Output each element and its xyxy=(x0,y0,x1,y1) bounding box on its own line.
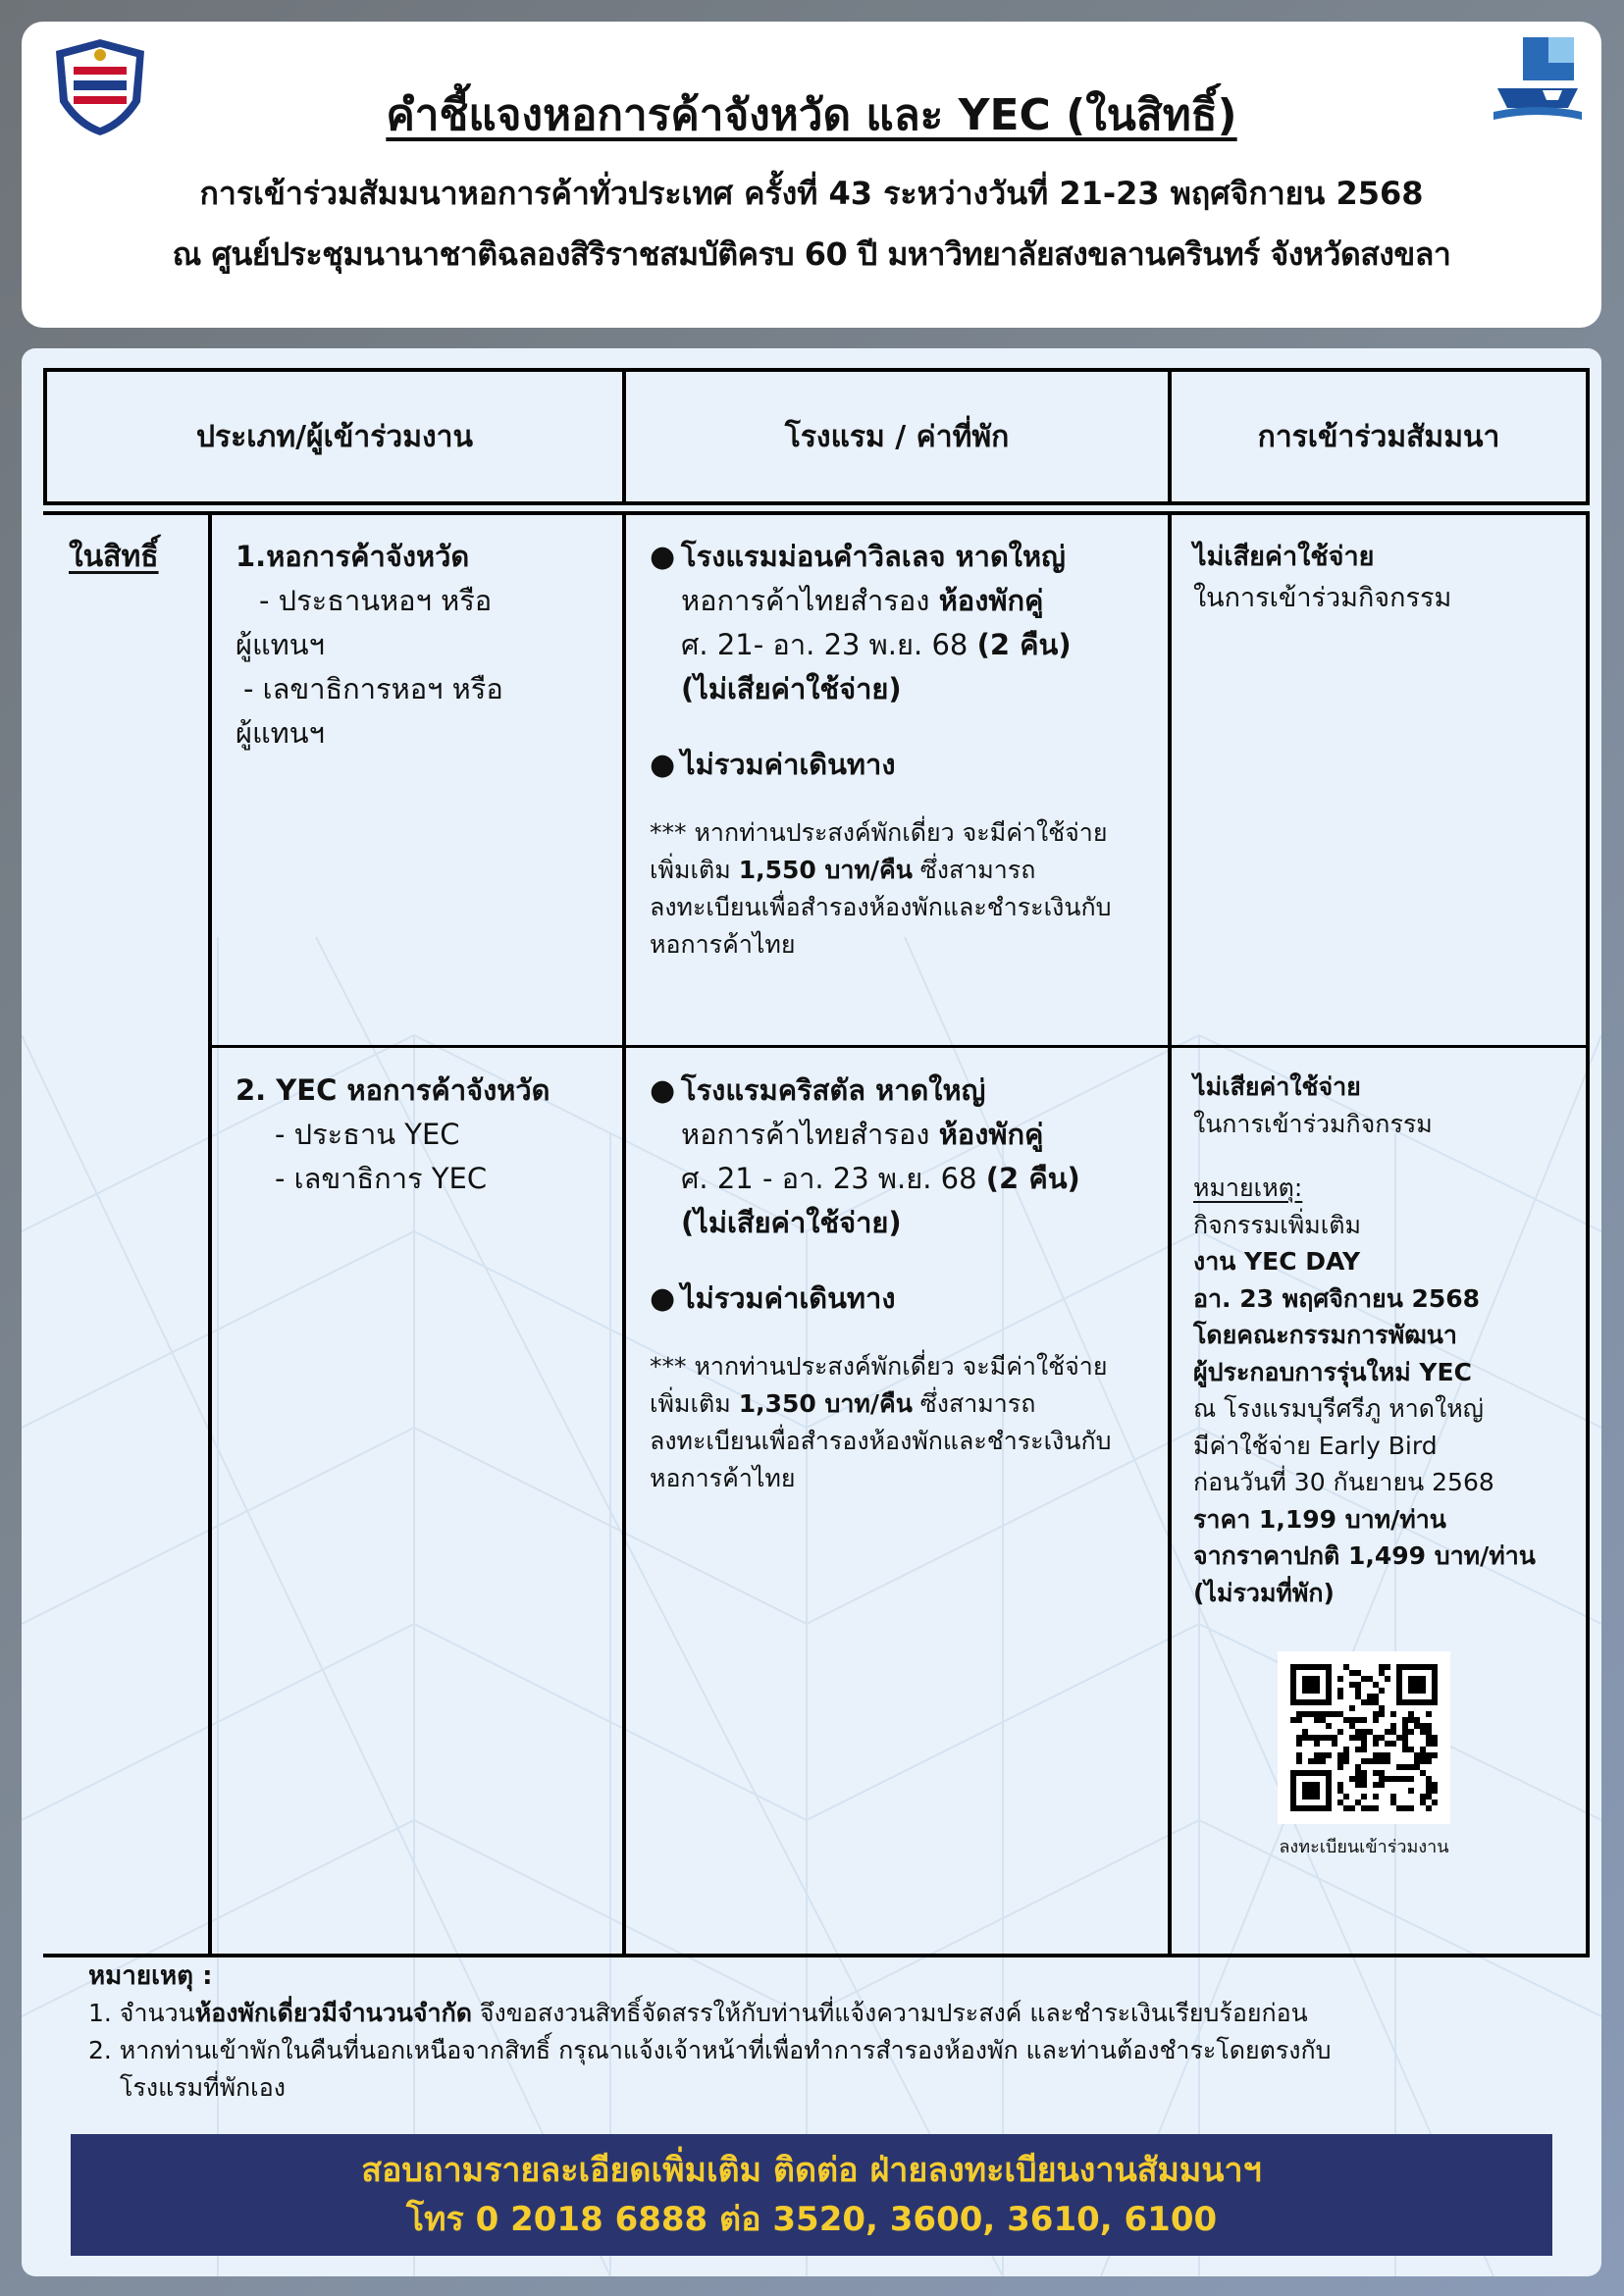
row2-type xyxy=(236,1069,608,1201)
row1-seminar-free: ไม่เสียค่าใช้จ่าย xyxy=(1193,542,1375,572)
row1-type xyxy=(236,535,608,756)
row1-seminar-text: ในการเข้าร่วมกิจกรรม xyxy=(1193,583,1452,613)
bullet-icon: ● xyxy=(650,748,676,782)
row2-no-travel: ไม่รวมค่าเดินทาง xyxy=(681,1281,896,1315)
row2-single-room-note: *** หากท่านประสงค์พักเดี่ยว จะมีค่าใช้จ่าย เพิ่มเติม 1,350 บาท/คืน ซึ่งสามารถ ลงทะเบียนเพื่อสำรองห้องพักและชำระเงินกับ หอการค้าไทย xyxy=(650,1352,1112,1492)
row2-remark-line: งาน YEC DAY xyxy=(1193,1247,1361,1276)
bullet-icon: ● xyxy=(650,540,676,574)
registration-qr-code[interactable] xyxy=(1278,1651,1450,1824)
row1-nights: (2 คืน) xyxy=(976,628,1072,661)
document-subtitle-venue: ณ ศูนย์ประชุมนานาชาติฉลองสิริราชสมบัติครบ 60 ปี มหาวิทยาลัยสงขลานครินทร์ จังหวัดสงขลา xyxy=(172,235,1451,273)
row1-type-line: ผู้แทนฯ xyxy=(236,716,325,750)
document-subtitle-event: การเข้าร่วมสัมมนาหอการค้าทั่วประเทศ ครั้งที่ 43 ระหว่างวันที่ 21-23 พฤศจิกายน 2568 xyxy=(199,175,1424,212)
row2-remark-line: ณ โรงแรมบุรีศรีภู หาดใหญ่ xyxy=(1193,1394,1484,1423)
row2-remark-line: อา. 23 พฤศจิกายน 2568 xyxy=(1193,1283,1481,1313)
row1-hotel xyxy=(650,535,1160,964)
row2-remark-line: จากราคาปกติ 1,499 บาท/ท่าน xyxy=(1193,1541,1536,1570)
row1-no-travel: ไม่รวมค่าเดินทาง xyxy=(681,748,896,781)
row2-remark-line: ก่อนวันที่ 30 กันยายน 2568 xyxy=(1193,1468,1494,1496)
row2-room-type: ห้องพักคู่ xyxy=(938,1118,1044,1151)
entitlement-table xyxy=(43,368,1590,1957)
row2-seminar-text: ในการเข้าร่วมกิจกรรม xyxy=(1193,1109,1433,1138)
row2-remark-line: โดยคณะกรรมการพัฒนา xyxy=(1193,1321,1457,1349)
row1-single-room-note: *** หากท่านประสงค์พักเดี่ยว จะมีค่าใช้จ่าย เพิ่มเติม 1,550 บาท/คืน ซึ่งสามารถ ลงทะเบียนเพื่อสำรองห้องพักและชำระเงินกับ หอการค้าไทย xyxy=(650,818,1112,959)
row2-seminar-free: ไม่เสียค่าใช้จ่าย xyxy=(1193,1072,1361,1101)
row2-remark-line: (ไม่รวมที่พัก) xyxy=(1193,1578,1335,1607)
row2-type-title: 2. YEC หอการค้าจังหวัด xyxy=(236,1073,550,1107)
notes-title: หมายเหตุ : xyxy=(88,1961,213,1991)
row1-hotel-name: โรงแรมม่อนคำวิลเลจ หาดใหญ่ xyxy=(681,540,1066,573)
qr-code-image xyxy=(1278,1651,1450,1824)
row2-remark-line: ราคา 1,199 บาท/ท่าน xyxy=(1193,1504,1446,1534)
row2-seminar xyxy=(1193,1069,1576,1611)
row1-hotel-line: หอการค้าไทยสำรอง xyxy=(681,584,939,617)
note-item-2: 2. หากท่านเข้าพักในคืนที่นอกเหนือจากสิทธิ์ กรุณาแจ้งเจ้าหน้าที่เพื่อทำการสำรองห้องพัก และท่านต้องชำระโดยตรงกับ xyxy=(88,2036,1332,2064)
qr-caption: ลงทะเบียนเข้าร่วมงาน xyxy=(1279,1837,1449,1857)
row2-hotel-name: โรงแรมคริสตัล หาดใหญ่ xyxy=(681,1073,986,1107)
contact-text: สอบถามรายละเอียดเพิ่มเติม ติดต่อ ฝ่ายลงทะเบียนงานสัมมนาฯ xyxy=(361,2151,1262,2190)
row2-remark-line: กิจกรรมเพิ่มเติม xyxy=(1193,1210,1362,1239)
row2-remark-line: มีค่าใช้จ่าย Early Bird xyxy=(1193,1431,1438,1460)
row1-free-of-charge: (ไม่เสียค่าใช้จ่าย) xyxy=(681,672,902,705)
row1-type-title: 1.หอการค้าจังหวัด xyxy=(236,540,470,573)
row2-remark-label: หมายเหตุ: xyxy=(1193,1174,1303,1202)
row1-type-line: - ประธานหอฯ หรือ xyxy=(259,584,493,617)
row1-room-type: ห้องพักคู่ xyxy=(938,584,1044,617)
bullet-icon: ● xyxy=(650,1281,676,1316)
header-hotel: โรงแรม / ค่าที่พัก xyxy=(784,419,1010,454)
row2-single-price: 1,350 บาท/คืน xyxy=(738,1389,913,1418)
header-participant-type: ประเภท/ผู้เข้าร่วมงาน xyxy=(196,419,473,454)
row2-nights: (2 คืน) xyxy=(985,1162,1080,1195)
header-seminar: การเข้าร่วมสัมมนา xyxy=(1257,419,1500,454)
contact-footer xyxy=(71,2134,1552,2256)
row1-single-price: 1,550 บาท/คืน xyxy=(738,856,913,884)
document-title: คำชี้แจงหอการค้าจังหวัด และ YEC (ในสิทธิ์) xyxy=(386,90,1237,140)
row1-seminar xyxy=(1193,537,1576,619)
note-item-1: 1. จำนวนห้องพักเดี่ยวมีจำนวนจำกัด จึงขอสงวนสิทธิ์จัดสรรให้กับท่านที่แจ้งความประสงค์ และชำระเงินเรียบร้อยก่อน xyxy=(88,1999,1308,2027)
notes-section xyxy=(88,1957,1332,2107)
row2-remark-lines xyxy=(1193,1207,1576,1612)
row2-hotel-line: หอการค้าไทยสำรอง xyxy=(681,1118,939,1151)
header-card xyxy=(22,22,1601,328)
row2-hotel xyxy=(650,1069,1160,1497)
row2-type-line: - ประธาน YEC xyxy=(275,1118,460,1151)
row1-type-line: - เลขาธิการหอฯ หรือ xyxy=(243,672,503,705)
row2-type-line: - เลขาธิการ YEC xyxy=(275,1162,488,1195)
row2-remark-line: ผู้ประกอบการรุ่นใหม่ YEC xyxy=(1193,1357,1472,1386)
contact-phone[interactable]: โทร 0 2018 6888 ต่อ 3520, 3600, 3610, 6100 xyxy=(405,2200,1218,2239)
row2-hotel-dates: ศ. 21 - อา. 23 พ.ย. 68 xyxy=(681,1162,986,1195)
row2-free-of-charge: (ไม่เสียค่าใช้จ่าย) xyxy=(681,1206,902,1239)
group-label-entitled: ในสิทธิ์ xyxy=(69,540,159,574)
bullet-icon: ● xyxy=(650,1073,676,1108)
row1-type-line: ผู้แทนฯ xyxy=(236,628,325,661)
note-item-2-cont: โรงแรมที่พักเอง xyxy=(120,2073,286,2102)
content-card xyxy=(22,348,1601,2276)
row1-hotel-dates: ศ. 21- อา. 23 พ.ย. 68 xyxy=(681,628,977,661)
